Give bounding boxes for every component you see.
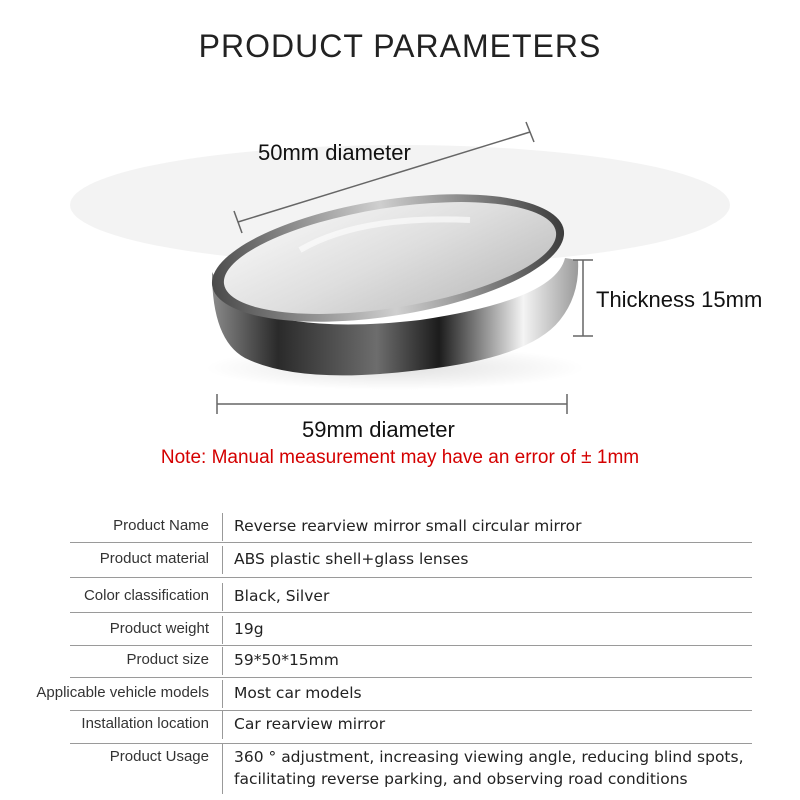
column-divider — [222, 513, 223, 541]
column-divider — [222, 583, 223, 611]
row-divider — [70, 743, 752, 744]
spec-value: ABS plastic shell+glass lenses — [234, 550, 469, 568]
spec-label: Applicable vehicle models — [36, 684, 209, 701]
spec-value: Black, Silver — [234, 587, 330, 605]
spec-label: Product size — [126, 651, 209, 668]
top-dimension-tick-right — [526, 122, 534, 142]
spec-value: 59*50*15mm — [234, 651, 339, 669]
row-divider — [70, 677, 752, 678]
spec-label: Product Usage — [109, 748, 209, 765]
spec-value: 360 ° adjustment, increasing viewing angle, reducing blind spots, facilitating reverse parking, and observing road conditions — [234, 748, 744, 788]
spec-value: Car rearview mirror — [234, 715, 386, 733]
page-title: PRODUCT PARAMETERS — [198, 28, 602, 64]
spec-value: Reverse rearview mirror small circular mirror — [234, 517, 582, 535]
column-divider — [222, 647, 223, 675]
row-divider — [70, 612, 752, 613]
spec-value: Most car models — [234, 684, 362, 702]
product-figure — [0, 100, 800, 442]
spec-label: Installation location — [81, 715, 209, 732]
column-divider — [222, 744, 223, 794]
row-divider — [70, 645, 752, 646]
column-divider — [222, 711, 223, 739]
spec-value: 19g — [234, 620, 264, 638]
column-divider — [222, 680, 223, 708]
row-divider — [70, 542, 752, 543]
column-divider — [222, 616, 223, 644]
measurement-note: Note: Manual measurement may have an error of ± 1mm — [160, 447, 640, 468]
column-divider — [222, 546, 223, 574]
top-diameter-label: 50mm diameter — [258, 140, 411, 165]
spec-label: Product Name — [113, 517, 209, 534]
spec-label: Color classification — [83, 587, 209, 604]
spec-label: Product weight — [109, 620, 209, 637]
thickness-label: Thickness 15mm — [596, 287, 763, 312]
bottom-diameter-label: 59mm diameter — [302, 417, 455, 442]
spec-label: Product material — [99, 550, 209, 567]
row-divider — [70, 577, 752, 578]
row-divider — [70, 710, 752, 711]
